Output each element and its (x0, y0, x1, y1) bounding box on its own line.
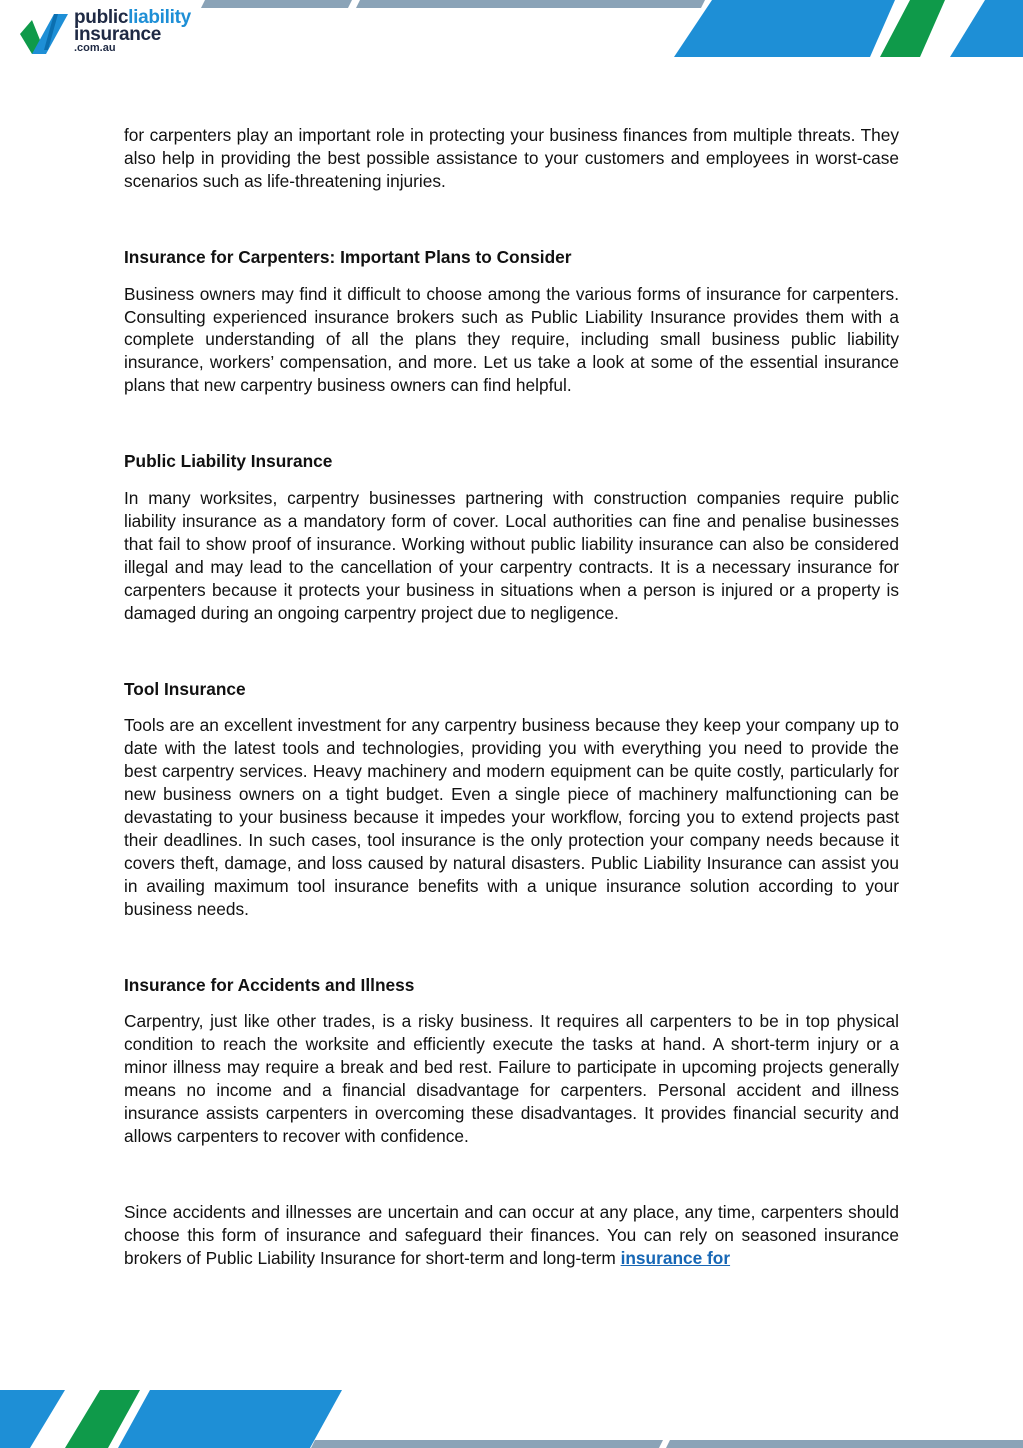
bottom-gray-strip-left (311, 1440, 663, 1448)
logo-word-liability: liability (128, 7, 191, 28)
insurance-for-link[interactable]: insurance for (620, 1247, 731, 1268)
logo-wordmark (74, 8, 191, 54)
logo-domain: .com.au (74, 42, 116, 54)
bottom-gray-strip-right (666, 1440, 1023, 1448)
closing-paragraph-text: Since accidents and illnesses are uncertain and can occur at any place, any time, carpenters should choose this form of insurance and safeguard their finances. You can rely on seasoned insurance brokers of Public Liability Insurance for short-term and long-term (124, 1201, 899, 1268)
intro-paragraph: for carpenters play an important role in protecting your business finances from multiple threats. They also help in providing the best possible assistance to your customers and employees in worst-case scenarios such as life-threatening injuries. (124, 125, 899, 191)
section-body-public-liability: In many worksites, carpentry businesses partnering with construction companies require public liability insurance as a mandatory form of cover. Local authorities can fine and penalise businesses that fail to show proof of insurance. Working without public liability insurance can also be considered illegal and may lead to the cancellation of your carpentry contracts. It is a necessary insurance for carpenters because it protects your business in situations when a person is injured or a property is damaged during an ongoing carpentry project due to negligence. (124, 488, 899, 623)
section-heading-public-liability: Public Liability Insurance (124, 451, 333, 472)
section-heading-plans: Insurance for Carpenters: Important Plans to Consider (124, 246, 572, 267)
logo-word-insurance: insurance (74, 24, 162, 45)
top-blue-stripe-2 (950, 0, 1023, 57)
section-body-accidents-illness: Carpentry, just like other trades, is a risky business. It requires all carpenters to be in top physical condition to reach the worksite and efficiently execute the tasks at hand. A short-term injury or a minor illness may require a break and bed rest. Failure to participate in upcoming projects generally means no income and a financial disadvantage for carpenters. Personal accident and illness insurance assists carpenters in overcoming these disadvantages. It provides financial security and allows carpenters to recover with confidence. (124, 1011, 899, 1146)
section-heading-tool-insurance: Tool Insurance (124, 678, 246, 699)
logo-mark-icon (18, 10, 70, 54)
top-blue-stripe-1 (674, 0, 895, 57)
bottom-blue-stripe-2 (118, 1390, 342, 1448)
section-body-tool-insurance: Tools are an excellent investment for any carpentry business because they keep your company up to date with the latest tools and technologies, providing you with everything you need to provide the best carpentry services. Heavy machinery and modern equipment can be quite costly, particularly for new business owners on a tight budget. Even a single piece of machinery malfunctioning can be devastating to your business because it impedes your workflow, forcing you to extend projects past their deadlines. In such cases, tool insurance is the only protection your company needs because it covers theft, damage, and loss caused by natural disasters. Public Liability Insurance can assist you in availing maximum tool insurance benefits with a unique insurance solution according to your business needs. (124, 715, 899, 919)
section-body-plans: Business owners may find it difficult to choose among the various forms of insurance for carpenters. Consulting experienced insurance brokers such as Public Liability Insurance provides them with a complete understanding of all the plans they require, including small business public liability insurance, workers’ compensation, and more. Let us take a look at some of the essential insurance plans that new carpentry business owners can find helpful. (124, 283, 899, 396)
company-logo[interactable] (18, 8, 218, 58)
logo-word-public: public (74, 7, 129, 28)
closing-paragraph (124, 1201, 899, 1270)
bottom-blue-stripe-1 (0, 1390, 65, 1448)
top-gray-strip-left (201, 0, 352, 8)
document-body (124, 124, 899, 1270)
top-gray-strip-right (356, 0, 705, 8)
bottom-decorative-banner (0, 1380, 1023, 1448)
section-heading-accidents-illness: Insurance for Accidents and Illness (124, 974, 415, 995)
